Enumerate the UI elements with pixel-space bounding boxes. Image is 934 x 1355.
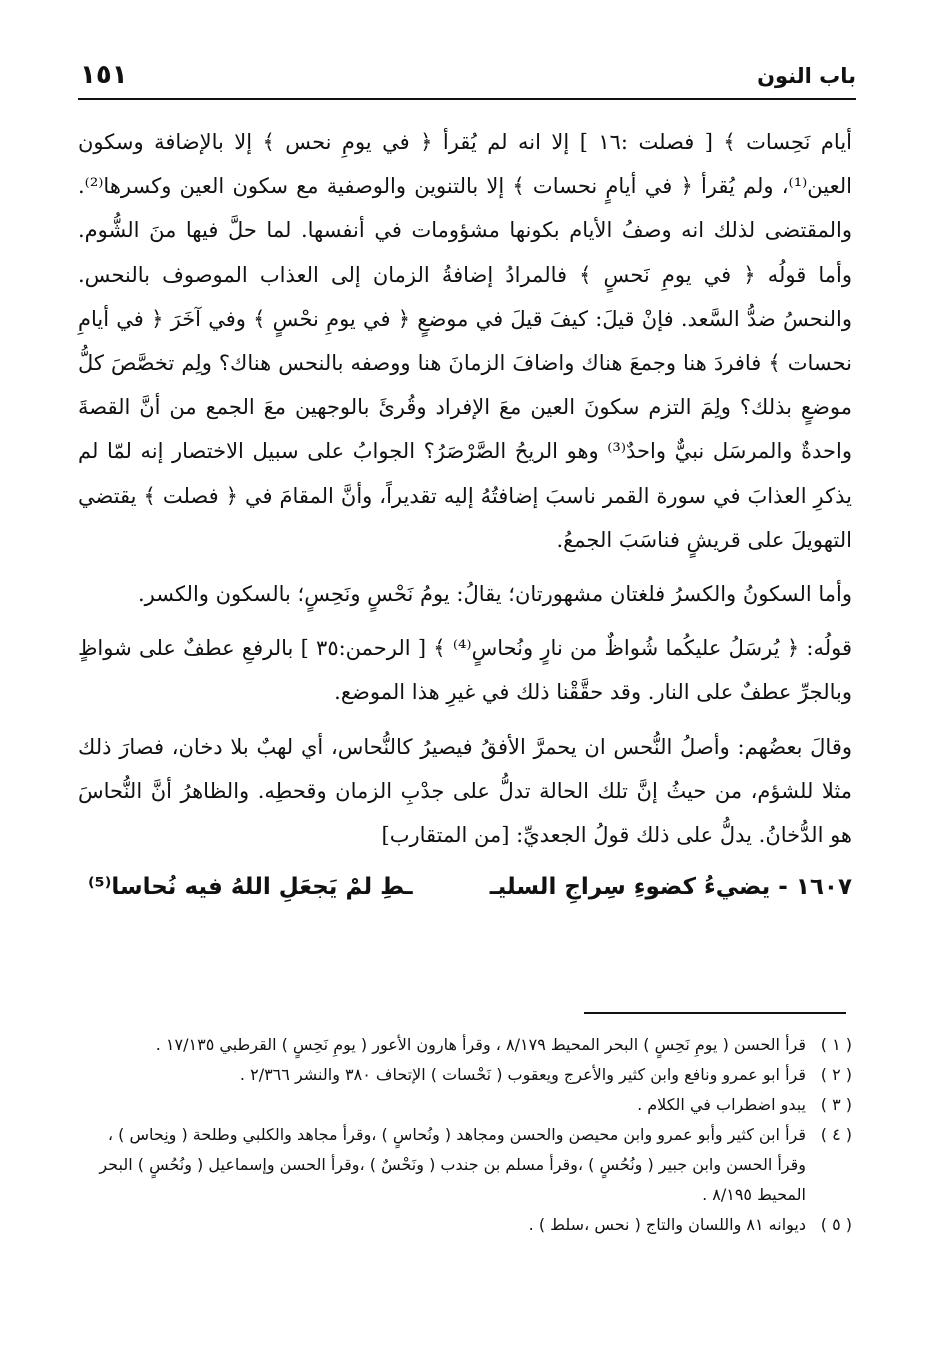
- footnote-number: ( ٤ ): [820, 1125, 852, 1144]
- footnote: [78, 1090, 852, 1120]
- footnote: [78, 1120, 852, 1210]
- verse-first-hemistich: ١٦٠٧ - يضيءُ كضوءِ سِراجِ السليـ: [489, 874, 852, 901]
- running-head: باب النون: [757, 64, 856, 88]
- footnote-text: قرأ الحسن ( يومِ نَحِسٍ ) البحر المحيط ٨/١٧٩ ، وقرأ هارون الأعور ( يومِ نَحِسٍ ) القرطبي ١٧/١٣٥ .: [155, 1035, 806, 1054]
- paragraph-1: أيام نَحِسات ﴾ [ فصلت :١٦ ] إلا انه لم يُقرأ ﴿ في يومِ نحس ﴾ إلا بالإضافة وسكون العين⁽¹⁾، ولم يُقرأ ﴿ في أيامٍ نحسات ﴾ إلا بالتنوين والوصفية مع سكون العين وكسرها⁽²⁾. والمقتضى لذلك انه وصفُ الأيام بكونها مشؤومات في أنفسها. لما حلَّ فيها منَ الشُّوم. وأما قولُه ﴿ في يومِ نَحسٍ ﴾ فالمرادُ إضافةُ الزمان إلى العذاب الموصوف بالنحس. والنحسُ ضدُّ السَّعد. فإنْ قيلَ: كيفَ قيلَ في موضعٍ ﴿ في يومِ نحْسٍ ﴾ وفي آخَرَ ﴿ في أيامِ نحسات ﴾ فافردَ هنا وجمعَ هناك واضافَ الزمانَ هنا ووصفه بالنحس هناك؟ ولِم تخصَّصَ كلُّ موضعٍ بذلك؟ ولِمَ التزم سكونَ العين معَ الإفراد وقُرئَ بالوجهين معَ الجمع من أنَّ القصةَ واحدةٌ والمرسَل نبيٌّ واحدٌ⁽³⁾ وهو الريحُ الصَّرْصَرُ؟ الجوابُ على سبيل الاختصار إنه لمّا لم يذكرِ العذابَ في سورة القمر ناسبَ إضافتُهُ إليه تقديراً، وأنَّ المقامَ في ﴿ فصلت ﴾ يقتضي التهويلَ على قريشٍ فناسَبَ الجمعُ.: [78, 130, 853, 552]
- footnote: [78, 1060, 852, 1090]
- footnotes: [78, 1030, 852, 1240]
- paragraph-4: وقالَ بعضُهم: وأصلُ النُّحس ان يحمرَّ الأفقُ فيصيرُ كالنُّحاس، أي لهبٌ بلا دخان، فصارَ ذلك مثلا للشؤم، من حيثُ إنَّ تلك الحالة تدلُّ على جدْبِ الزمان وقحطِه. والظاهرُ أنَّ النُّحاسَ هو الدُّخانُ. يدلُّ على ذلك قولُ الجعديِّ: [من المتقارب]: [78, 734, 852, 848]
- footnote-number: ( ١ ): [820, 1035, 852, 1054]
- footnote: [78, 1030, 852, 1060]
- verse-second-hemistich: ـطِ لمْ يَجعَلِ اللهُ فيه نُحاسا⁽⁵⁾: [88, 874, 413, 901]
- footnote-separator: [584, 1012, 846, 1014]
- poetry-verse: [78, 865, 852, 909]
- footnote-number: ( ٢ ): [820, 1065, 852, 1084]
- footnote-text: يبدو اضطراب في الكلام .: [637, 1095, 806, 1114]
- paragraph-3: قولُه: ﴿ يُرسَلُ عليكُما شُواظٌ من نارٍ ونُحاسٍ⁽⁴⁾ ﴾ [ الرحمن:٣٥ ] بالرفعِ عطفٌ على شواظٍ وبالجرِّ عطفٌ على النار. وقد حقَّقْنا ذلك في غيرِ هذا الموضع.: [78, 636, 852, 705]
- page-header: [78, 58, 856, 100]
- footnote-text: قرأ ابن كثير وأبو عمرو وابن محيصن والحسن ومجاهد ( ونُحاسٍ ) ،وقرأ مجاهد والكلبي وطلحة ( ونِحاس ) ، وقرأ الحسن وابن جبير ( ونُحُسٍ ) ،وقرأ مسلم بن جندب ( ونَحْسٌ ) ،وقرأ الحسن وإسماعيل ( ونُحُسٍ ) البحر المحيط ٨/١٩٥ .: [99, 1125, 806, 1204]
- footnote-text: ديوانه ٨١ واللسان والتاج ( نحس ،سلط ) .: [528, 1215, 806, 1234]
- page-number: ١٥١: [80, 60, 128, 90]
- footnote-number: ( ٥ ): [820, 1215, 852, 1234]
- footnote-number: ( ٣ ): [820, 1095, 852, 1114]
- footnote-text: قرأ ابو عمرو ونافع وابن كثير والأعرج ويعقوب ( نَحْسات ) الإتحاف ٣٨٠ والنشر ٢/٣٦٦ .: [239, 1065, 806, 1084]
- paragraph-2: وأما السكونُ والكسرُ فلغتان مشهورتان؛ يقالُ: يومُ نَحْسٍ ونَحِسٍ؛ بالسكون والكسر.: [137, 582, 852, 607]
- footnote: [78, 1210, 852, 1240]
- main-text: [78, 120, 852, 909]
